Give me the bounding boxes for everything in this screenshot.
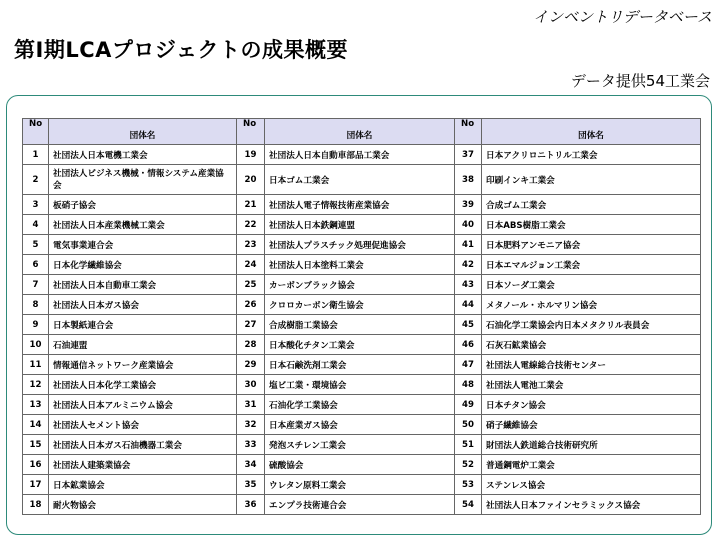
cell-organization-name: 塩ビ工業・環境協会 bbox=[265, 375, 455, 395]
cell-organization-name: 合成樹脂工業協会 bbox=[265, 315, 455, 335]
cell-number: 8 bbox=[23, 295, 49, 315]
cell-number: 20 bbox=[237, 165, 265, 195]
cell-organization-name: 社団法人日本自動車工業会 bbox=[49, 275, 237, 295]
cell-organization-name: 社団法人日本自動車部品工業会 bbox=[265, 145, 455, 165]
cell-number: 21 bbox=[237, 195, 265, 215]
cell-number: 26 bbox=[237, 295, 265, 315]
table-row bbox=[23, 195, 701, 215]
cell-organization-name: 社団法人日本鉄鋼連盟 bbox=[265, 215, 455, 235]
cell-number: 13 bbox=[23, 395, 49, 415]
cell-organization-name: 社団法人プラスチック処理促進協会 bbox=[265, 235, 455, 255]
cell-number: 24 bbox=[237, 255, 265, 275]
table-row bbox=[23, 395, 701, 415]
cell-organization-name: 日本石鹸洗剤工業会 bbox=[265, 355, 455, 375]
table-row bbox=[23, 295, 701, 315]
cell-organization-name: 社団法人日本産業機械工業会 bbox=[49, 215, 237, 235]
table-row bbox=[23, 375, 701, 395]
table-body bbox=[23, 145, 701, 515]
cell-number: 44 bbox=[455, 295, 482, 315]
cell-organization-name: 社団法人日本塗料工業会 bbox=[265, 255, 455, 275]
cell-number: 39 bbox=[455, 195, 482, 215]
cell-number: 5 bbox=[23, 235, 49, 255]
cell-organization-name: 日本鉱業協会 bbox=[49, 475, 237, 495]
cell-organization-name: カーボンブラック協会 bbox=[265, 275, 455, 295]
cell-organization-name: 社団法人電線総合技術センター bbox=[482, 355, 701, 375]
cell-organization-name: 石油化学工業協会 bbox=[265, 395, 455, 415]
cell-number: 50 bbox=[455, 415, 482, 435]
table-row bbox=[23, 495, 701, 515]
cell-number: 51 bbox=[455, 435, 482, 455]
cell-organization-name: 社団法人電子情報技術産業協会 bbox=[265, 195, 455, 215]
cell-number: 27 bbox=[237, 315, 265, 335]
cell-organization-name: 日本ゴム工業会 bbox=[265, 165, 455, 195]
cell-number: 19 bbox=[237, 145, 265, 165]
cell-organization-name: 硫酸協会 bbox=[265, 455, 455, 475]
cell-number: 11 bbox=[23, 355, 49, 375]
cell-organization-name: 日本肥料アンモニア協会 bbox=[482, 235, 701, 255]
column-header-name: 団体名 bbox=[49, 119, 237, 145]
table-row bbox=[23, 235, 701, 255]
column-header-no: No bbox=[455, 119, 482, 145]
cell-organization-name: 発泡スチレン工業会 bbox=[265, 435, 455, 455]
cell-organization-name: 電気事業連合会 bbox=[49, 235, 237, 255]
cell-organization-name: 石灰石鉱業協会 bbox=[482, 335, 701, 355]
cell-number: 31 bbox=[237, 395, 265, 415]
cell-organization-name: 日本アクリロニトリル工業会 bbox=[482, 145, 701, 165]
cell-number: 53 bbox=[455, 475, 482, 495]
table-row bbox=[23, 335, 701, 355]
header-label: インベントリデータベース bbox=[533, 8, 712, 26]
cell-number: 14 bbox=[23, 415, 49, 435]
cell-number: 40 bbox=[455, 215, 482, 235]
cell-organization-name: 社団法人日本ファインセラミックス協会 bbox=[482, 495, 701, 515]
table-row bbox=[23, 145, 701, 165]
cell-number: 48 bbox=[455, 375, 482, 395]
cell-organization-name: メタノール・ホルマリン協会 bbox=[482, 295, 701, 315]
cell-organization-name: クロロカーボン衛生協会 bbox=[265, 295, 455, 315]
cell-number: 2 bbox=[23, 165, 49, 195]
cell-organization-name: 社団法人日本アルミニウム協会 bbox=[49, 395, 237, 415]
cell-number: 42 bbox=[455, 255, 482, 275]
table-row bbox=[23, 475, 701, 495]
cell-number: 32 bbox=[237, 415, 265, 435]
cell-organization-name: 社団法人セメント協会 bbox=[49, 415, 237, 435]
cell-organization-name: 耐火物協会 bbox=[49, 495, 237, 515]
cell-organization-name: 普通鋼電炉工業会 bbox=[482, 455, 701, 475]
cell-organization-name: 社団法人日本ガス石油機器工業会 bbox=[49, 435, 237, 455]
cell-organization-name: 社団法人電池工業会 bbox=[482, 375, 701, 395]
cell-organization-name: 日本化学繊維協会 bbox=[49, 255, 237, 275]
cell-organization-name: 社団法人日本化学工業協会 bbox=[49, 375, 237, 395]
organization-table bbox=[22, 118, 701, 515]
cell-organization-name: 印刷インキ工業会 bbox=[482, 165, 701, 195]
cell-organization-name: エンプラ技術連合会 bbox=[265, 495, 455, 515]
cell-number: 49 bbox=[455, 395, 482, 415]
cell-organization-name: 石油連盟 bbox=[49, 335, 237, 355]
cell-number: 47 bbox=[455, 355, 482, 375]
cell-organization-name: 情報通信ネットワーク産業協会 bbox=[49, 355, 237, 375]
table-row bbox=[23, 255, 701, 275]
cell-organization-name: 社団法人ビジネス機械・情報システム産業協会 bbox=[49, 165, 237, 195]
cell-number: 25 bbox=[237, 275, 265, 295]
cell-organization-name: 日本酸化チタン工業会 bbox=[265, 335, 455, 355]
cell-number: 9 bbox=[23, 315, 49, 335]
cell-number: 35 bbox=[237, 475, 265, 495]
cell-organization-name: 石油化学工業協会内日本メタクリル表員会 bbox=[482, 315, 701, 335]
cell-number: 30 bbox=[237, 375, 265, 395]
column-header-no: No bbox=[237, 119, 265, 145]
cell-number: 12 bbox=[23, 375, 49, 395]
cell-number: 17 bbox=[23, 475, 49, 495]
table-row bbox=[23, 275, 701, 295]
page-title: 第Ⅰ期LCAプロジェクトの成果概要 bbox=[14, 38, 348, 62]
cell-organization-name: 日本ABS樹脂工業会 bbox=[482, 215, 701, 235]
cell-number: 36 bbox=[237, 495, 265, 515]
cell-number: 33 bbox=[237, 435, 265, 455]
cell-organization-name: 日本チタン協会 bbox=[482, 395, 701, 415]
cell-number: 23 bbox=[237, 235, 265, 255]
column-header-no: No bbox=[23, 119, 49, 145]
cell-number: 52 bbox=[455, 455, 482, 475]
cell-number: 43 bbox=[455, 275, 482, 295]
cell-number: 1 bbox=[23, 145, 49, 165]
cell-organization-name: 社団法人日本電機工業会 bbox=[49, 145, 237, 165]
cell-number: 10 bbox=[23, 335, 49, 355]
table-row bbox=[23, 415, 701, 435]
cell-organization-name: 硝子繊維協会 bbox=[482, 415, 701, 435]
cell-organization-name: 社団法人日本ガス協会 bbox=[49, 295, 237, 315]
cell-number: 28 bbox=[237, 335, 265, 355]
cell-number: 16 bbox=[23, 455, 49, 475]
cell-number: 6 bbox=[23, 255, 49, 275]
cell-number: 18 bbox=[23, 495, 49, 515]
cell-organization-name: 合成ゴム工業会 bbox=[482, 195, 701, 215]
table-row bbox=[23, 315, 701, 335]
cell-number: 37 bbox=[455, 145, 482, 165]
table-header-row bbox=[23, 119, 701, 145]
cell-number: 29 bbox=[237, 355, 265, 375]
cell-organization-name: ステンレス協会 bbox=[482, 475, 701, 495]
cell-number: 34 bbox=[237, 455, 265, 475]
table-row bbox=[23, 215, 701, 235]
cell-number: 46 bbox=[455, 335, 482, 355]
table-row bbox=[23, 165, 701, 195]
cell-organization-name: 日本産業ガス協会 bbox=[265, 415, 455, 435]
cell-number: 3 bbox=[23, 195, 49, 215]
cell-organization-name: 日本ソーダ工業会 bbox=[482, 275, 701, 295]
cell-number: 38 bbox=[455, 165, 482, 195]
column-header-name: 団体名 bbox=[482, 119, 701, 145]
cell-organization-name: 日本エマルジョン工業会 bbox=[482, 255, 701, 275]
cell-number: 45 bbox=[455, 315, 482, 335]
table-row bbox=[23, 355, 701, 375]
cell-organization-name: 社団法人建築業協会 bbox=[49, 455, 237, 475]
cell-number: 41 bbox=[455, 235, 482, 255]
cell-number: 15 bbox=[23, 435, 49, 455]
cell-organization-name: 日本製紙連合会 bbox=[49, 315, 237, 335]
cell-number: 7 bbox=[23, 275, 49, 295]
cell-number: 4 bbox=[23, 215, 49, 235]
column-header-name: 団体名 bbox=[265, 119, 455, 145]
cell-organization-name: 財団法人鉄道総合技術研究所 bbox=[482, 435, 701, 455]
cell-organization-name: ウレタン原料工業会 bbox=[265, 475, 455, 495]
page-subtitle: データ提供54工業会 bbox=[570, 72, 710, 90]
cell-number: 22 bbox=[237, 215, 265, 235]
table-row bbox=[23, 435, 701, 455]
cell-organization-name: 板硝子協会 bbox=[49, 195, 237, 215]
table-row bbox=[23, 455, 701, 475]
cell-number: 54 bbox=[455, 495, 482, 515]
